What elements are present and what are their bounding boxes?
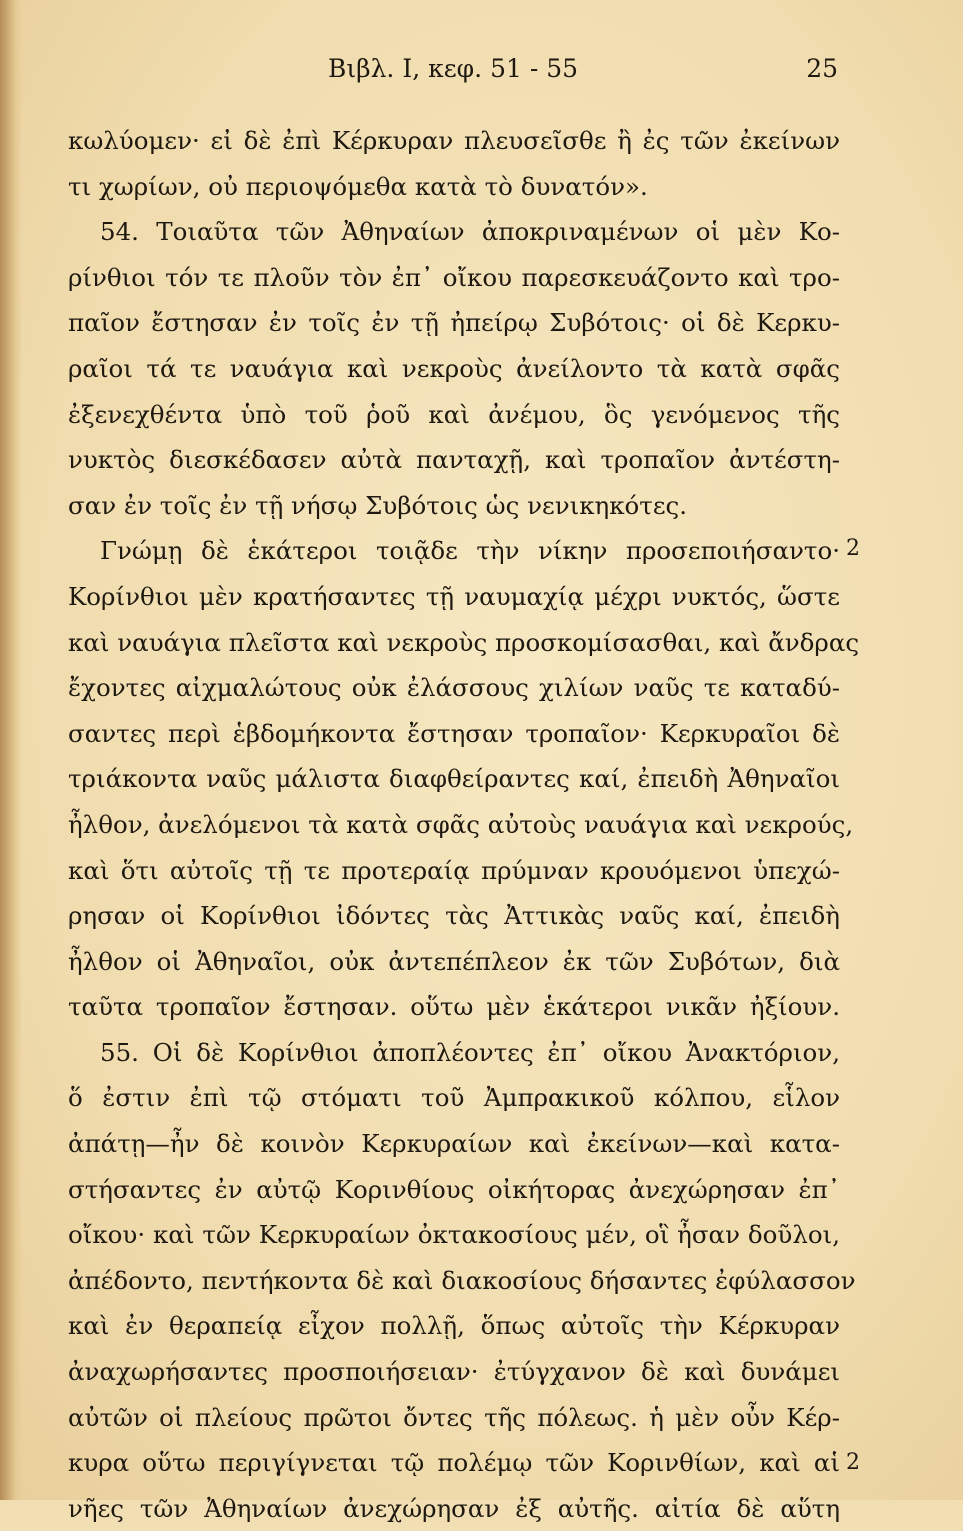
page-header	[68, 54, 838, 94]
text-line: ρίνθιοι τόν τε πλοῦν τὸν ἐπ᾽ οἴκου παρεσκευάζοντο καὶ τρο-	[68, 262, 840, 292]
text-line: κωλύομεν· εἰ δὲ ἐπὶ Κέρκυραν πλευσεῖσθε ἢ ἐς τῶν ἐκείνων	[68, 126, 840, 155]
text-line: στήσαντες ἐν αὐτῷ Κορινθίους οἰκήτορας ἀνεχώρησαν ἐπ᾽	[68, 1174, 840, 1204]
text-line: ἦλθον οἱ Ἀθηναῖοι, οὐκ ἀντεπέπλεον ἐκ τῶν Συβότων, διὰ	[68, 946, 840, 976]
text-line: κυρα οὕτω περιγίγνεται τῷ πολέμῳ τῶν Κορινθίων, καὶ αἱ	[68, 1448, 840, 1478]
text-line: τριάκοντα ναῦς μάλιστα διαφθείραντες καί, ἐπειδὴ Ἀθηναῖοι	[68, 764, 840, 794]
text-line: Γνώμῃ δὲ ἑκάτεροι τοιᾷδε τὴν νίκην προσεποιήσαντο·	[100, 536, 840, 566]
text-line: παῖον ἔστησαν ἐν τοῖς ἐν τῇ ἠπείρῳ Συβότοις· οἱ δὲ Κερκυ-	[68, 308, 840, 338]
text-line: Κορίνθιοι μὲν κρατήσαντες τῇ ναυμαχίᾳ μέχρι νυκτός, ὥστε	[68, 581, 840, 611]
text-line: ραῖοι τά τε ναυάγια καὶ νεκροὺς ἀνείλοντο τὰ κατὰ σφᾶς	[68, 353, 840, 383]
text-line: ρησαν οἱ Κορίνθιοι ἰδόντες τὰς Ἀττικὰς ναῦς καί, ἐπειδὴ	[68, 901, 840, 931]
text-line: ἀπέδοντο, πεντήκοντα δὲ καὶ διακοσίους δήσαντες ἐφύλασσον	[68, 1265, 856, 1295]
text-line: καὶ ὅτι αὐτοῖς τῇ τε προτεραίᾳ πρύμναν κρουόμενοι ὑπεχώ-	[68, 855, 840, 885]
text-line: ἐξενεχθέντα ὑπὸ τοῦ ῥοῦ καὶ ἀνέμου, ὃς γενόμενος τῆς	[68, 399, 840, 429]
text-line: σαντες περὶ ἑβδομήκοντα ἔστησαν τροπαῖον· Κερκυραῖοι δὲ	[68, 718, 840, 748]
text-line: σαν ἐν τοῖς ἐν τῇ νήσῳ Συβότοις ὡς νενικηκότες.	[68, 490, 688, 520]
page-number: 25	[806, 54, 838, 83]
text-line: ὅ ἐστιν ἐπὶ τῷ στόματι τοῦ Ἀμπρακικοῦ κόλπου, εἷλον	[68, 1083, 840, 1113]
text-line: ἀπάτῃ—ἦν δὲ κοινὸν Κερκυραίων καὶ ἐκείνων—καὶ κατα-	[68, 1129, 840, 1159]
text-line: ἦλθον, ἀνελόμενοι τὰ κατὰ σφᾶς αὐτοὺς ναυάγια καὶ νεκρούς,	[68, 809, 854, 839]
text-line: νυκτὸς διεσκέδασεν αὐτὰ πανταχῇ, καὶ τροπαῖον ἀντέστη-	[68, 445, 840, 475]
section-55-start: 55. Οἱ δὲ Κορίνθιοι ἀποπλέοντες ἐπ᾽ οἴκου Ἀνακτόριον,	[100, 1037, 840, 1067]
margin-section-number: 2	[846, 536, 860, 561]
body-text	[68, 118, 860, 1531]
text-line: ἀναχωρήσαντες προσποιήσειαν· ἐτύγχανον δὲ καὶ δυνάμει	[68, 1357, 840, 1387]
text-line: τι χωρίων, οὐ περιοψόμεθα κατὰ τὸ δυνατόν».	[68, 171, 648, 201]
text-line: νῆες τῶν Ἀθηναίων ἀνεχώρησαν ἐξ αὐτῆς. αἰτία δὲ αὕτη	[68, 1493, 840, 1523]
text-line: καὶ ἐν θεραπείᾳ εἶχον πολλῇ, ὅπως αὐτοῖς τὴν Κέρκυραν	[68, 1311, 840, 1341]
running-head: Βιβλ. I, κεφ. 51 - 55	[327, 54, 579, 83]
text-line: οἴκου· καὶ τῶν Κερκυραίων ὀκτακοσίους μέν, οἳ ἦσαν δοῦλοι,	[68, 1220, 840, 1250]
text-line: καὶ ναυάγια πλεῖστα καὶ νεκροὺς προσκομίσασθαι, καὶ ἄνδρας	[68, 627, 860, 657]
margin-section-number: 2	[846, 1450, 860, 1475]
text-line: ἔχοντες αἰχμαλώτους οὐκ ἐλάσσους χιλίων ναῦς τε καταδύ-	[68, 673, 840, 703]
binding-shadow	[0, 0, 22, 1500]
section-54-start: 54. Τοιαῦτα τῶν Ἀθηναίων ἀποκριναμένων οἱ μὲν Κο-	[100, 217, 840, 247]
text-line: αὐτῶν οἱ πλείους πρῶτοι ὄντες τῆς πόλεως. ἡ μὲν οὖν Κέρ-	[68, 1402, 840, 1432]
text-line: ταῦτα τροπαῖον ἔστησαν. οὕτω μὲν ἑκάτεροι νικᾶν ἠξίουν.	[68, 992, 840, 1022]
